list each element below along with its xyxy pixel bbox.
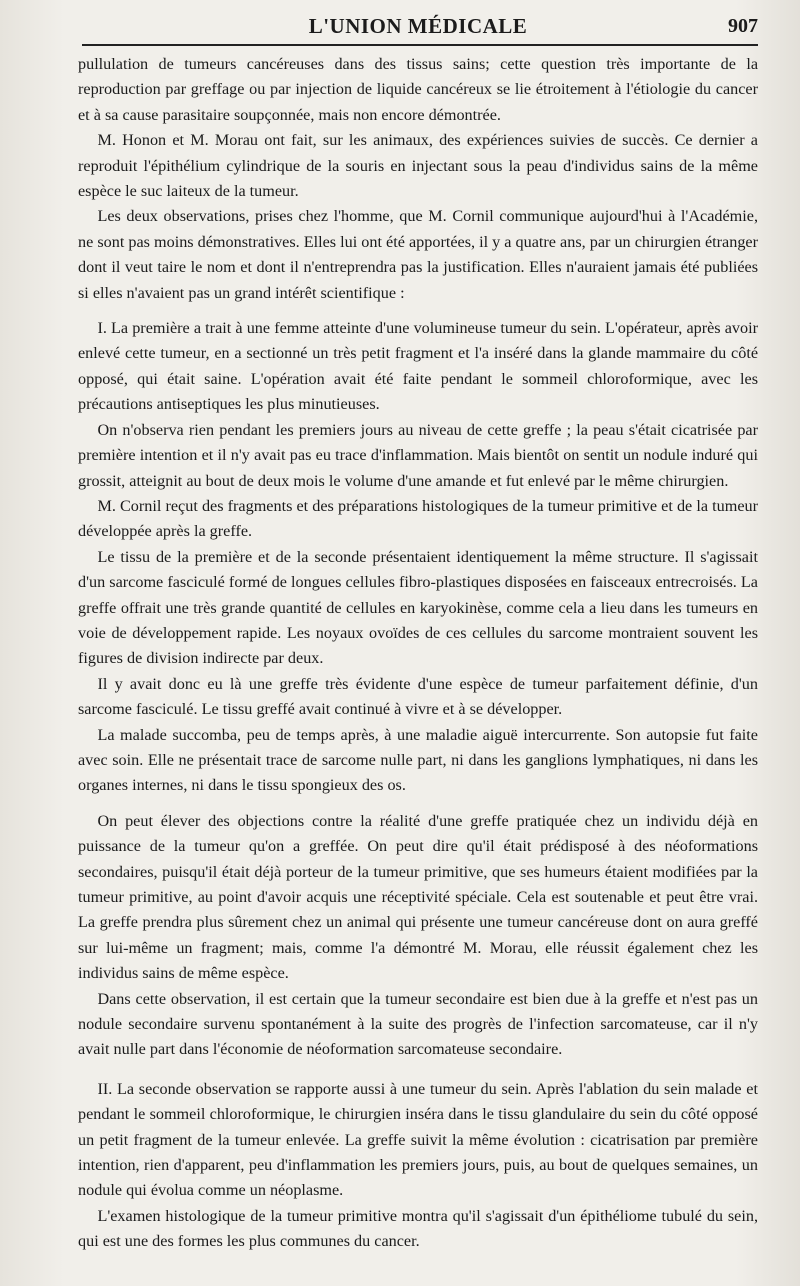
paragraph: Dans cette observation, il est certain que la tumeur secondaire est bien due à la greffe et n'est pas un nodule secondaire survenu spontanément à la suite des progrès de l'infection sarcomateuse, car il n'y avait nulle part dans l'économie de néoformation sarcomateuse secondaire. (78, 989, 758, 1059)
paragraph: M. Honon et M. Morau ont fait, sur les animaux, des expériences suivies de succès. Ce dernier a reproduit l'épithélium cylindrique de la souris en injectant sous la peau d'individus sains de la même espèce le suc laiteux de la tumeur. (78, 131, 758, 201)
article-body (78, 52, 758, 1255)
paragraph: Les deux observations, prises chez l'homme, que M. Cornil communique aujourd'hui à l'Académie, ne sont pas moins démonstratives. Elles lui ont été apportées, il y a quatre ans, par un chirurgien étranger dont il veut taire le nom et dont il n'entreprendra pas la justification. Elles n'auraient jamais été publiées si elles n'avaient pas un grand intérêt scientifique : (78, 207, 758, 302)
paragraph: pullulation de tumeurs cancéreuses dans des tissus sains; cette question très importante de la reproduction par greffage ou par injection de liquide cancéreux se lie étroitement à l'étiologie du cancer et à sa cause parasitaire soupçonnée, mais non encore démontrée. (78, 55, 758, 124)
paragraph: I. La première a trait à une femme atteinte d'une volumineuse tumeur du sein. L'opérateur, après avoir enlevé cette tumeur, en a sectionné un très petit fragment et l'a inséré dans la glande mammaire du côté opposé, qui était saine. L'opération avait été faite pendant le sommeil chloroformique, avec les précautions antiseptiques les plus minutieuses. (78, 319, 758, 414)
paragraph: L'examen histologique de la tumeur primitive montra qu'il s'agissait d'un épithéliome tubulé du sein, qui est une des formes les plus communes du cancer. (78, 1206, 758, 1251)
page-header (78, 14, 758, 48)
paragraph: La malade succomba, peu de temps après, à une maladie aiguë intercurrente. Son autopsie fut faite avec soin. Elle ne présentait trace de sarcome nulle part, ni dans les ganglions lymphatiques, ni dans les organes internes, ni dans le tissu spongieux des os. (78, 725, 758, 795)
paragraph: M. Cornil reçut des fragments et des préparations histologiques de la tumeur primitive et de la tumeur développée après la greffe. (78, 496, 758, 541)
running-title: L'UNION MÉDICALE (308, 14, 528, 38)
header-rule (82, 44, 758, 46)
paragraph: On n'observa rien pendant les premiers jours au niveau de cette greffe ; la peau s'était cicatrisée par première intention et il n'y avait pas eu trace d'inflammation. Mais bientôt on sentit un nodule induré qui grossit, atteignit au bout de deux mois le volume d'une amande et fut enlevé par le même chirurgien. (78, 420, 758, 490)
page-number: 907 (728, 15, 758, 37)
paragraph: On peut élever des objections contre la réalité d'une greffe pratiquée chez un individu déjà en puissance de la tumeur qu'on a greffée. On peut dire qu'il était prédisposé à des néoformations secondaires, puisqu'il était déjà porteur de la tumeur primitive, que ses humeurs étaient modifiées par la tumeur primitive, au point d'avoir acquis une réceptivité spéciale. Cela est soutenable et peut être vrai. La greffe prendra plus sûrement chez un animal qui présente une tumeur cancéreuse dont on aura greffé sur lui-même un fragment; mais, comme l'a démontré M. Morau, elle réussit également chez les individus sains de même espèce. (78, 811, 758, 983)
paragraph: Il y avait donc eu là une greffe très évidente d'une espèce de tumeur parfaitement définie, d'un sarcome fasciculé. Le tissu greffé avait continué à vivre et à se développer. (78, 674, 758, 719)
paragraph: Le tissu de la première et de la seconde présentaient identiquement la même structure. Il s'agissait d'un sarcome fasciculé formé de longues cellules fibro-plastiques disposées en faisceaux entrecroisés. La greffe offrait une très grande quantité de cellules en karyokinèse, comme cela a lieu dans les tumeurs en voie de développement rapide. Les noyaux ovoïdes de ces cellules du sarcome montraient souvent les figures de division indirecte par deux. (78, 547, 758, 668)
paragraph: II. La seconde observation se rapporte aussi à une tumeur du sein. Après l'ablation du sein malade et pendant le sommeil chloroformique, le chirurgien inséra dans le tissu glandulaire du sein du côté opposé un petit fragment de la tumeur enlevée. La greffe suivit la même évolution : cicatrisation par première intention, rien d'apparent, peu d'inflammation les premiers jours, puis, au bout de quelques semaines, un nodule qui évolua comme un néoplasme. (78, 1079, 758, 1200)
